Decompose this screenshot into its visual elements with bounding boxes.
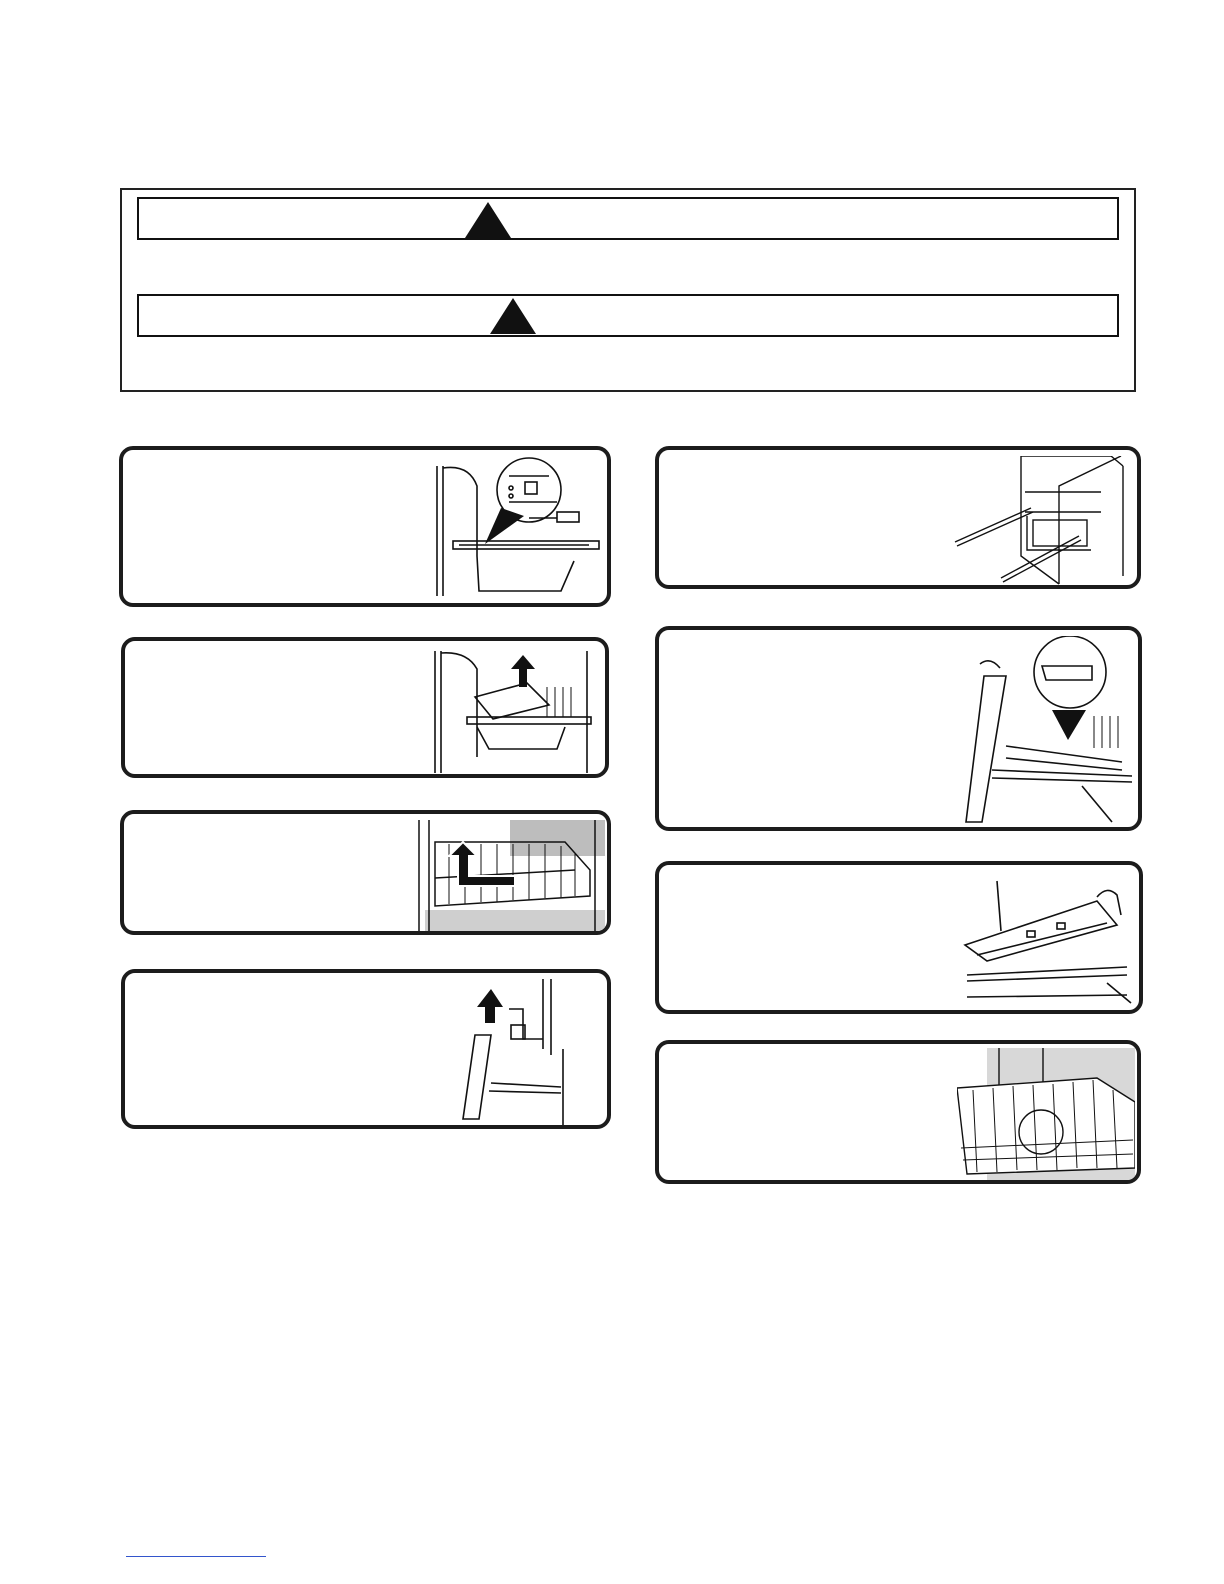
- warning-header-bar: [137, 197, 1119, 240]
- caution-header-bar: [137, 294, 1119, 337]
- footer-link-underline[interactable]: [126, 1556, 266, 1557]
- wire-basket-lift-illustration: [415, 820, 605, 934]
- step-panel-1: [119, 446, 611, 607]
- drawer-front-install-illustration: [957, 871, 1133, 1011]
- freezer-slide-rails-illustration: [951, 456, 1131, 586]
- step-panel-8: [655, 1040, 1141, 1184]
- warning-triangle-icon: [490, 298, 536, 334]
- warning-triangle-icon: [465, 202, 511, 238]
- step-panel-2: [121, 637, 609, 778]
- drawer-front-clip-illustration: [962, 636, 1132, 828]
- step-panel-5: [655, 446, 1141, 589]
- step-panel-4: [121, 969, 611, 1129]
- basket-install-illustration: [957, 1048, 1135, 1182]
- step-panel-7: [655, 861, 1143, 1014]
- step-panel-6: [655, 626, 1142, 831]
- drawer-slide-screws-illustration: [429, 456, 601, 604]
- step-panel-3: [120, 810, 611, 935]
- drawer-front-lift-illustration: [451, 979, 601, 1127]
- drawer-bin-lift-illustration: [427, 647, 599, 775]
